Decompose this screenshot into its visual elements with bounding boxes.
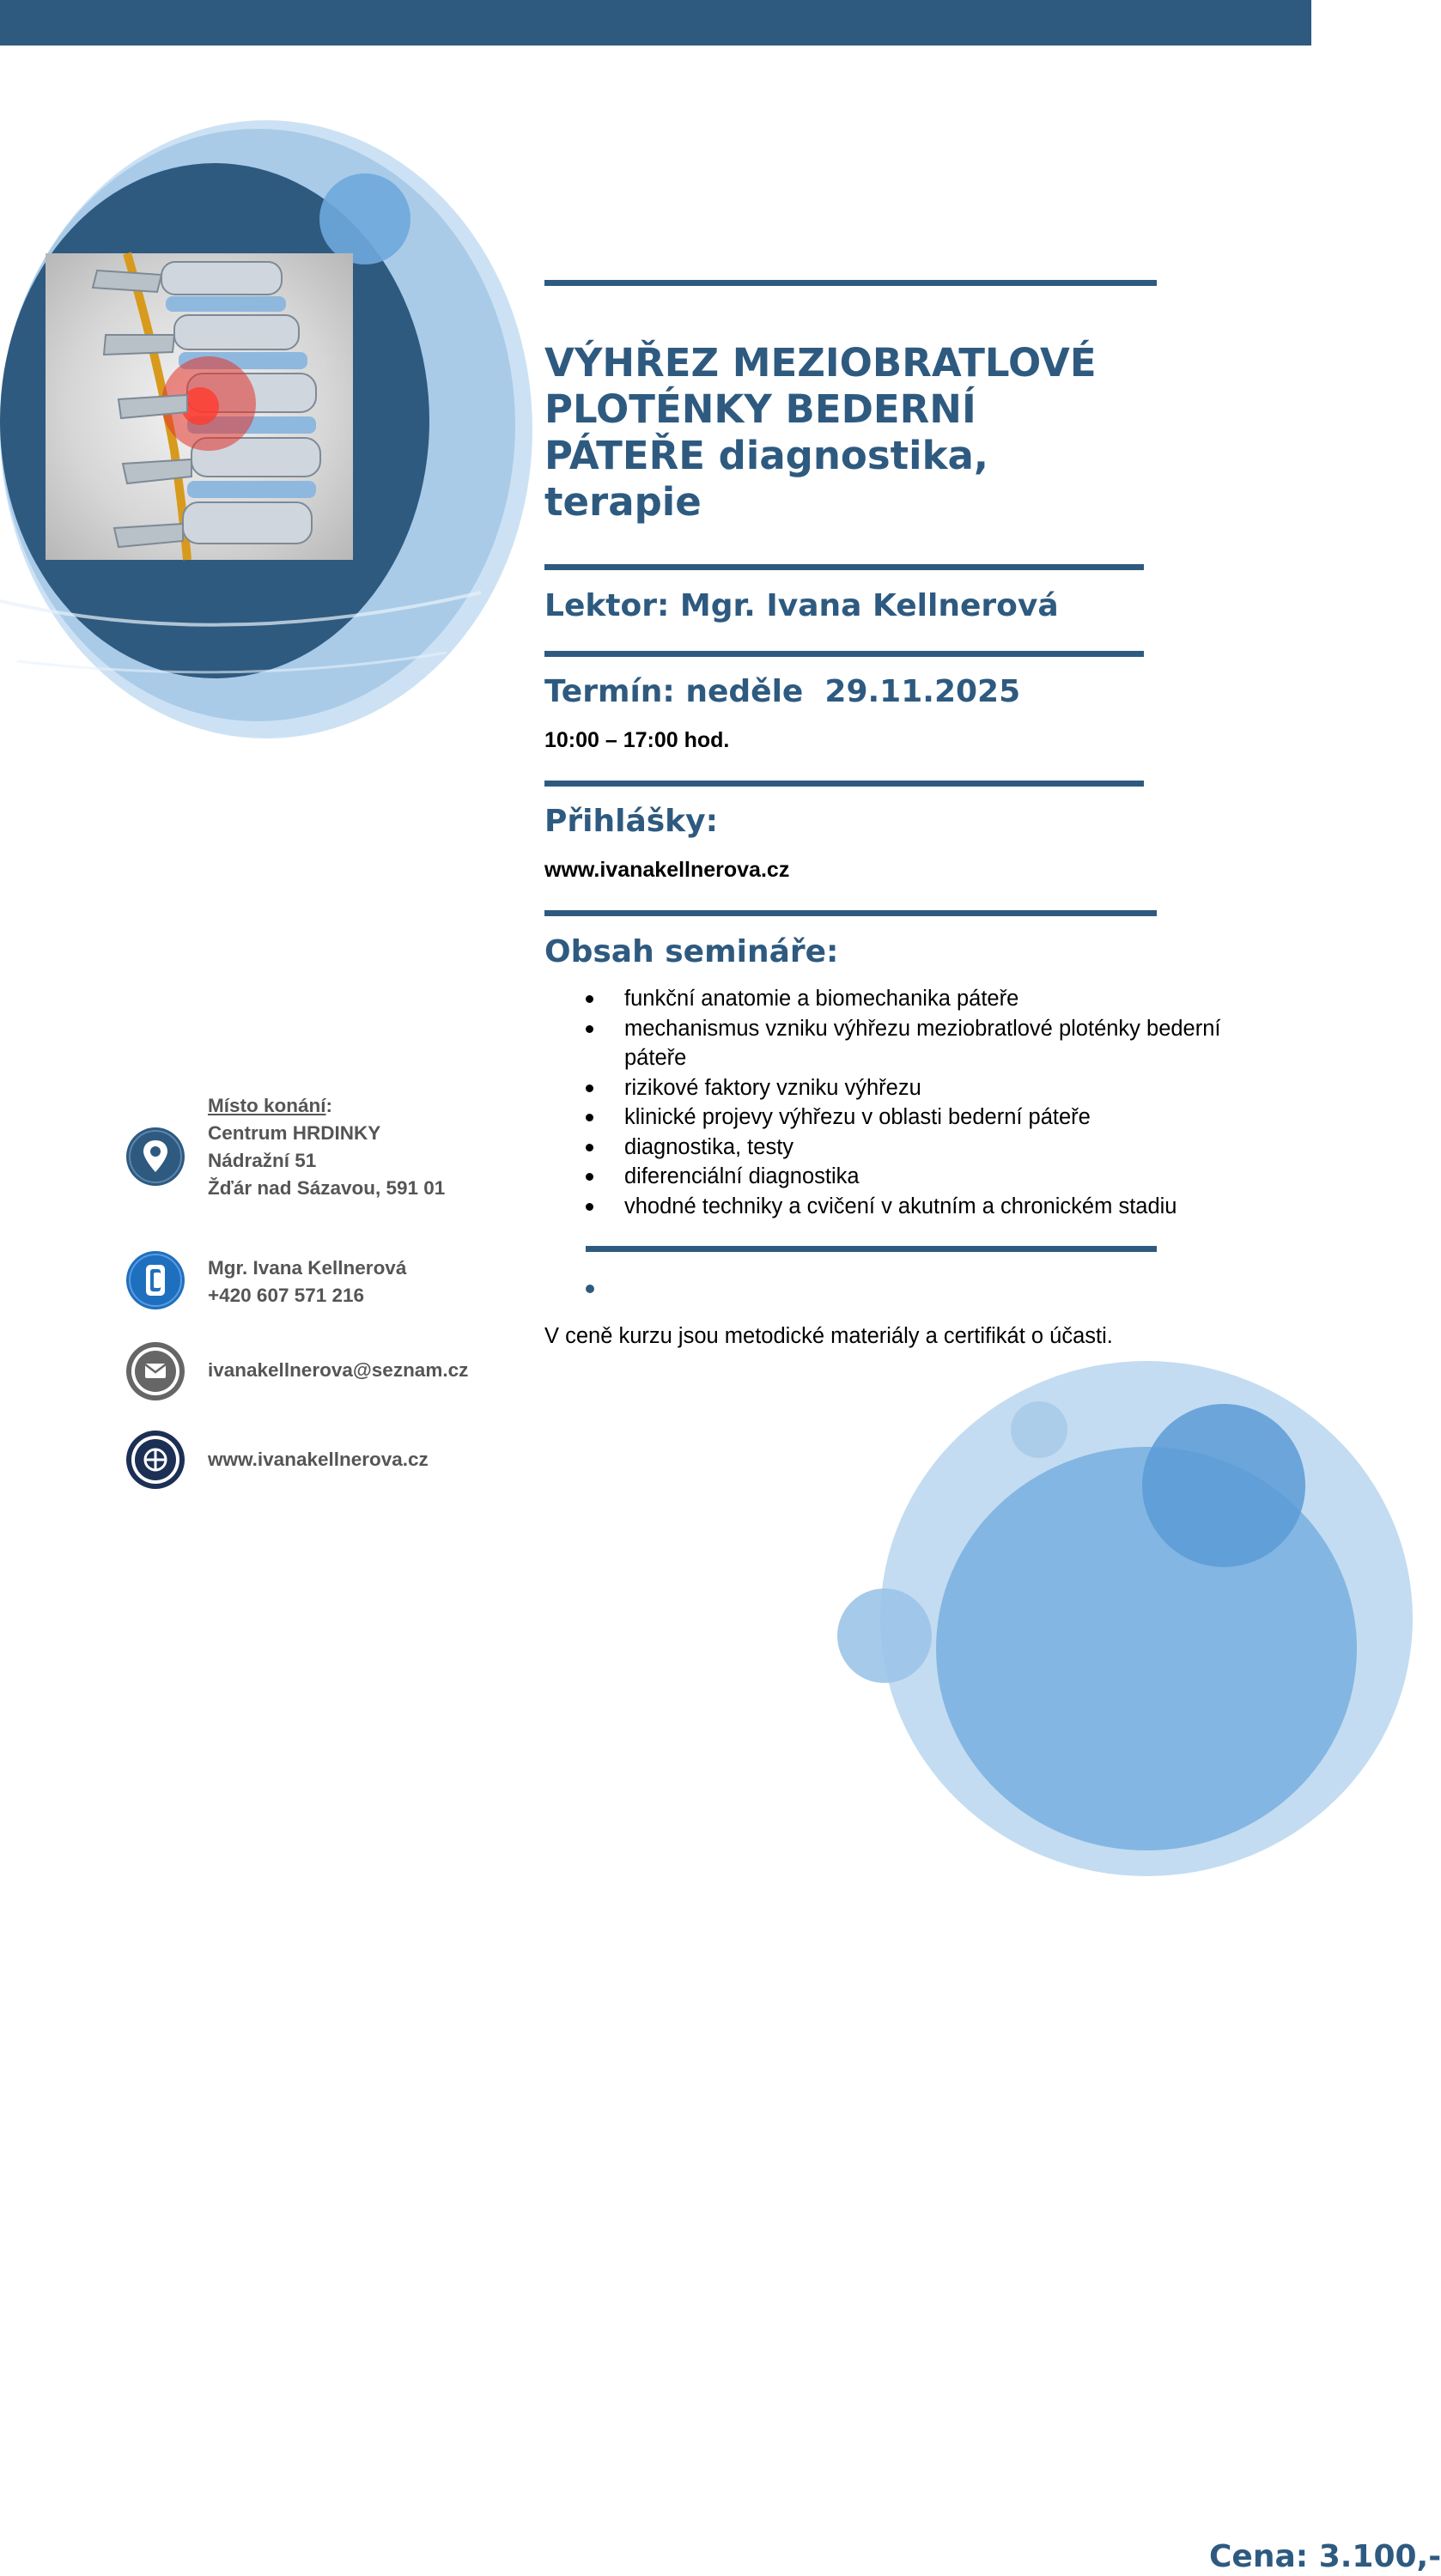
date-heading: Termín: neděle 29.11.2025 [544, 674, 1021, 709]
list-item: rizikové faktory vzniku výhřezu [586, 1073, 1256, 1103]
spine-image [46, 253, 353, 560]
venue-block [208, 1092, 445, 1202]
contact-phone[interactable]: +420 607 571 216 [208, 1285, 365, 1306]
time-text: 10:00 – 17:00 hod. [544, 728, 730, 752]
registration-link[interactable]: www.ivanakellnerova.cz [544, 858, 790, 882]
divider [544, 781, 1144, 787]
divider [544, 910, 1157, 916]
divider [544, 564, 1144, 570]
email-block [208, 1357, 468, 1384]
list-item: diferenciální diagnostika [586, 1162, 1256, 1192]
venue-name: Centrum HRDINKY [208, 1122, 381, 1144]
price-label: Cena: 3.100,- [1209, 2539, 1441, 2574]
contact-person: Mgr. Ivana Kellnerová [208, 1257, 407, 1279]
phone-block [208, 1255, 406, 1309]
page-title: VÝHŘEZ MEZIOBRATLOVÉ PLOTÉNKY BEDERNÍ PÁTEŘE diagnostika, terapie [544, 340, 1097, 525]
venue-city: Žďár nad Sázavou, 591 01 [208, 1177, 446, 1199]
list-item: mechanismus vzniku výhřezu meziobratlové ploténky bederní páteře [586, 1014, 1256, 1073]
venue-label: Místo konání [208, 1095, 326, 1116]
price-bullet [586, 1285, 594, 1293]
globe-icon [125, 1430, 185, 1490]
list-item: diagnostika, testy [586, 1133, 1256, 1163]
list-item: vhodné techniky a cvičení v akutním a chronickém stadiu [586, 1192, 1256, 1222]
list-item: klinické projevy výhřezu v oblasti bederní páteře [586, 1103, 1256, 1133]
divider [586, 1246, 1157, 1252]
venue-street: Nádražní 51 [208, 1150, 317, 1171]
registration-heading: Přihlášky: [544, 804, 718, 839]
location-pin-icon [125, 1127, 185, 1187]
web-block [208, 1446, 429, 1473]
venue-label-colon: : [325, 1095, 333, 1116]
contents-heading: Obsah semináře: [544, 934, 839, 969]
contents-list [586, 984, 1256, 1221]
divider [544, 651, 1144, 657]
mail-icon [125, 1341, 185, 1401]
price-note: V ceně kurzu jsou metodické materiály a certifikát o účasti. [544, 1324, 1113, 1348]
divider [544, 280, 1157, 286]
contact-email[interactable]: ivanakellnerova@seznam.cz [208, 1359, 469, 1381]
phone-icon [125, 1250, 185, 1310]
contact-web[interactable]: www.ivanakellnerova.cz [208, 1449, 429, 1470]
list-item: funkční anatomie a biomechanika páteře [586, 984, 1256, 1014]
lecturer-heading: Lektor: Mgr. Ivana Kellnerová [544, 588, 1059, 623]
